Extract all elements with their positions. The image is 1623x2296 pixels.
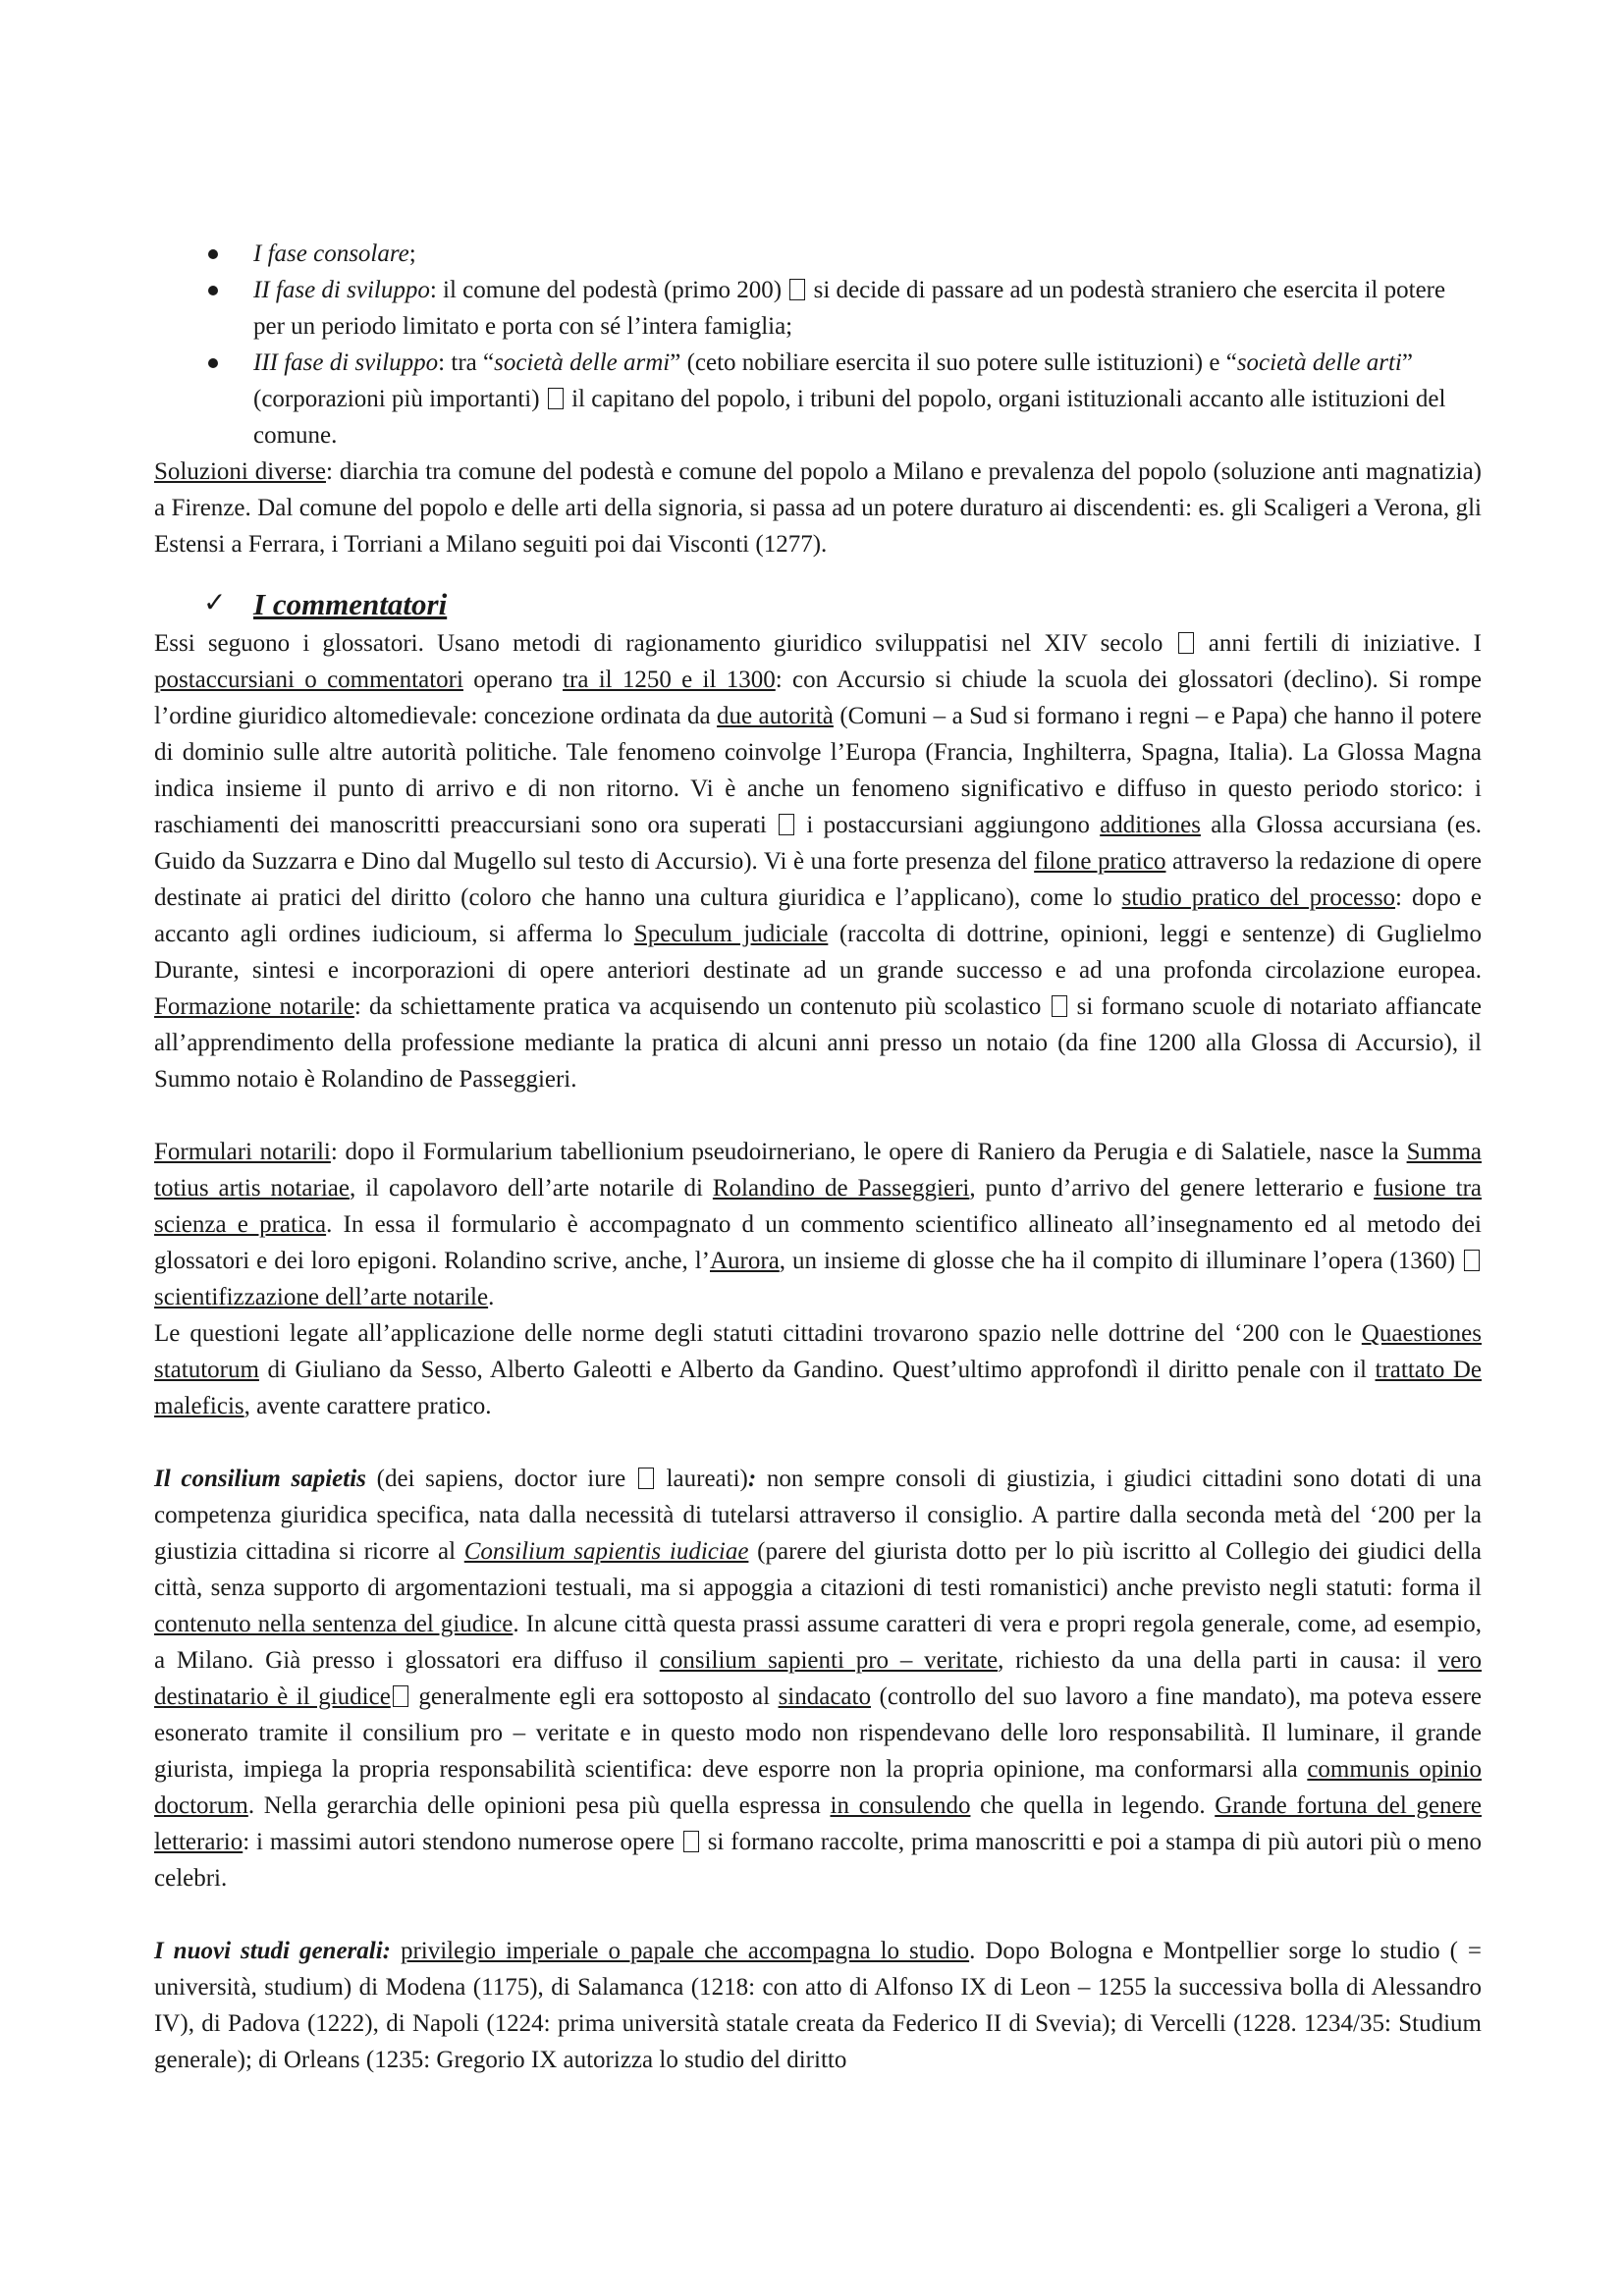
arrow-icon xyxy=(393,1685,408,1707)
paragraph-consilium: Il consilium sapietis (dei sapiens, doctor iure laureati): non sempre consoli di giustizia, i giudici cittadini sono dotati di una competenza giuridica specifica, nata dalla necessità di tutelarsi attraverso il consiglio. A partire dalla seconda metà del ‘200 per la giustizia cittadina si ricorre al Consilium sapientis iudiciae (parere del giurista dotto per lo più iscritto al Collegio dei giudici della città, senza supporto di argomentazioni testuali, ma si appoggia a citazioni di testi romanistici) anche previsto negli statuti: forma il contenuto nella sentenza del giudice. In alcune città questa prassi assume caratteri di vera e propri regola generale, come, ad esempio, a Milano. Già presso i glossatori era diffuso il consilium sapienti pro – veritate, richiesto da una della parti in causa: il vero destinatario è il giudice generalmente egli era sottoposto al sindacato (controllo del suo lavoro a fine mandato), ma poteva essere esonerato tramite il consilium pro – veritate e in questo modo non rispendevano delle loro responsabilità. Il luminare, il grande giurista, impiega la propria responsabilità scientifica: deve esporre non la propria opinione, ma conformarsi alla communis opinio doctorum. Nella gerarchia delle opinioni pesa più quella espressa in consulendo che quella in legendo. Grande fortuna del genere letterario: i massimi autori stendono numerose opere si formano raccolte, prima manoscritti e poi a stampa di più autori più o meno celebri. xyxy=(154,1466,1482,1892)
phases-list xyxy=(154,236,1482,454)
paragraph-studi: I nuovi studi generali: privilegio imperiale o papale che accompagna lo studio. Dopo Bologna e Montpellier sorge lo studio ( = università, studium) di Modena (1175), di Salamanca (1218: con atto di Alfonso IX di Leon – 1255 la successiva bolla di Alessandro IV), di Padova (1222), di Napoli (1224: prima università statale creata da Federico II di Svevia); di Vercelli (1228. 1234/35: Studium generale); di Orleans (1235: Gregorio IX autorizza lo studio del diritto xyxy=(154,1938,1482,2073)
section-heading xyxy=(154,584,1482,625)
bullet-icon xyxy=(208,249,218,259)
paragraph-soluzioni: Soluzioni diverse: diarchia tra comune del podestà e comune del popolo a Milano e prevalenza del popolo (soluzione anti magnatizia) a Firenze. Dal comune del popolo e delle arti della signoria, si passa ad un potere duraturo ai discendenti: es. gli Scaligeri a Verona, gli Estensi a Ferrara, i Torriani a Milano seguiti poi dai Visconti (1277). xyxy=(154,458,1483,558)
document-page xyxy=(154,236,1482,2078)
arrow-icon xyxy=(789,279,805,300)
checkmark-icon: ✓ xyxy=(203,586,227,618)
list-item: I fase consolare; xyxy=(253,236,1482,272)
list-item: III fase di sviluppo: tra “società delle armi” (ceto nobiliare esercita il suo potere sulle istituzioni) e “società delle arti” (corporazioni più importanti) il capitano del popolo, i tribuni del popolo, organi istituzionali accanto alle istituzioni del comune. xyxy=(253,345,1482,454)
arrow-icon xyxy=(638,1468,654,1489)
arrow-icon xyxy=(779,814,794,835)
bullet-icon xyxy=(208,286,218,295)
paragraph-formulari: Formulari notarili: dopo il Formularium tabellionium pseudoirneriano, le opere di Raniero da Perugia e di Salatiele, nasce la Summa totius artis notariae, il capolavoro dell’arte notarile di Rolandino de Passeggieri, punto d’arrivo del genere letterario e fusione tra scienza e pratica. In essa il formulario è accompagnato d un commento scientifico allineato all’insegnamento ed al metodo dei glossatori e dei loro epigoni. Rolandino scrive, anche, l’Aurora, un insieme di glosse che ha il compito di illuminare l’opera (1360) scientifizzazione dell’arte notarile. xyxy=(154,1139,1483,1310)
arrow-icon xyxy=(1052,995,1067,1017)
paragraph-questioni: Le questioni legate all’applicazione delle norme degli statuti cittadini trovarono spazio nelle dottrine del ‘200 con le Quaestiones statutorum di Giuliano da Sesso, Alberto Galeotti e Alberto da Gandino. Quest’ultimo approfondì il diritto penale con il trattato De maleficis, avente carattere pratico. xyxy=(154,1320,1482,1419)
paragraph-commentatori: Essi seguono i glossatori. Usano metodi di ragionamento giuridico sviluppatisi nel XIV secolo anni fertili di iniziative. I postaccursiani o commentatori operano tra il 1250 e il 1300: con Accursio si chiude la scuola dei glossatori (declino). Si rompe l’ordine giuridico altomedievale: concezione ordinata da due autorità (Comuni – a Sud si formano i regni – e Papa) che hanno il potere di dominio sulle altre autorità politiche. Tale fenomeno coinvolge l’Europa (Francia, Inghilterra, Spagna, Italia). La Glossa Magna indica insieme il punto di arrivo e di non ritorno. Vi è anche un fenomeno significativo e diffuso in questo periodo storico: i raschiamenti dei manoscritti preaccursiani sono ora superati i postaccursiani aggiungono additiones alla Glossa accursiana (es. Guido da Suzzarra e Dino dal Mugello sul testo di Accursio). Vi è una forte presenza del filone pratico attraverso la redazione di opere destinate ai pratici del diritto (coloro che hanno una cultura giuridica e l’applicano), come lo studio pratico del processo: dopo e accanto agli ordines iudicioum, si afferma lo Speculum judiciale (raccolta di dottrine, opinioni, leggi e sentenze) di Guglielmo Durante, sintesi e incorporazioni di opere anteriori destinate ad un grande successo e ad una profonda circolazione europea. Formazione notarile: da schiettamente pratica va acquisendo un contenuto più scolastico si formano scuole di notariato affiancate all’apprendimento della professione mediante la pratica di alcuni anni presso un notaio (da fine 1200 alla Glossa di Accursio), il Summo notaio è Rolandino de Passeggieri. xyxy=(154,630,1483,1093)
arrow-icon xyxy=(548,388,564,409)
bullet-icon xyxy=(208,358,218,368)
section-title: I commentatori xyxy=(253,587,448,621)
list-item: II fase di sviluppo: il comune del podestà (primo 200) si decide di passare ad un podestà straniero che esercita il potere per un periodo limitato e porta con sé l’intera famiglia; xyxy=(253,272,1482,345)
arrow-icon xyxy=(1464,1250,1480,1271)
arrow-icon xyxy=(1178,632,1194,654)
arrow-icon xyxy=(683,1831,699,1852)
